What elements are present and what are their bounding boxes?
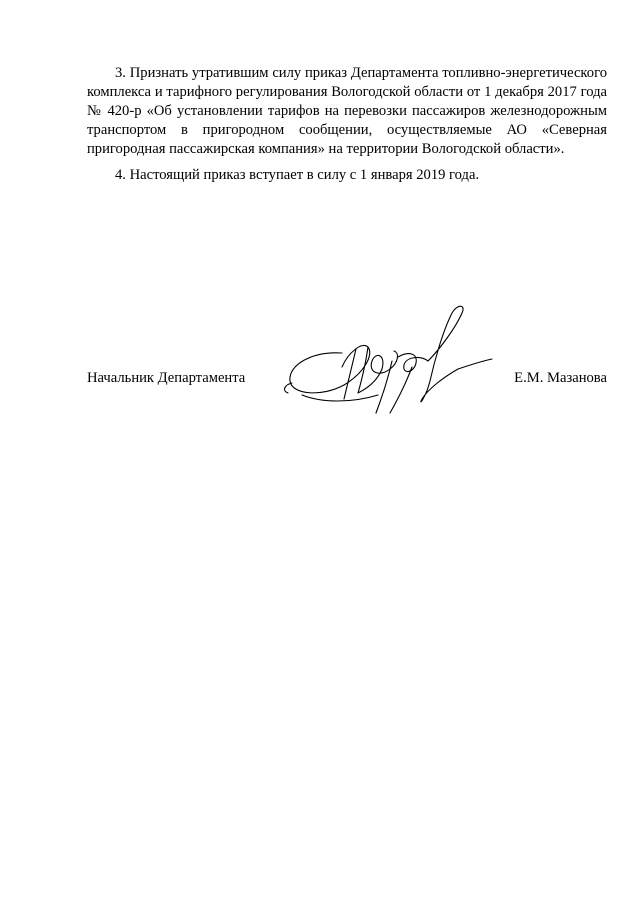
- handwritten-signature: [282, 303, 494, 423]
- signature-stroke-mid: [398, 354, 428, 372]
- paragraph-3: 3. Признать утратившим силу приказ Департамента топливно-энергетического комплекса и тарифного регулирования Вологодской области от 1 декабря 2017 года № 420-р «Об установлении тарифов на перевозки пассажиров железнодорожным транспортом в пригородном сообщении, осуществляемые АО «Северная пригородная пассажирская компания» на территории Вологодской области».: [87, 65, 607, 157]
- signature-stroke-down-2: [390, 367, 412, 413]
- signature-stroke-loop: [290, 345, 370, 392]
- signatory-name: Е.М. Мазанова: [514, 370, 607, 386]
- signature-stroke-down-1: [376, 361, 392, 413]
- signature-stroke-flourish: [421, 306, 463, 402]
- signatory-title: Начальник Департамента: [87, 370, 246, 386]
- signature-stroke-underline: [458, 359, 492, 369]
- signature-stroke-bottom: [302, 395, 378, 401]
- paragraph-4: 4. Настоящий приказ вступает в силу с 1 января 2019 года.: [115, 167, 480, 183]
- signature-stroke-swirl: [371, 351, 397, 373]
- signature-stroke-main-1: [344, 349, 356, 399]
